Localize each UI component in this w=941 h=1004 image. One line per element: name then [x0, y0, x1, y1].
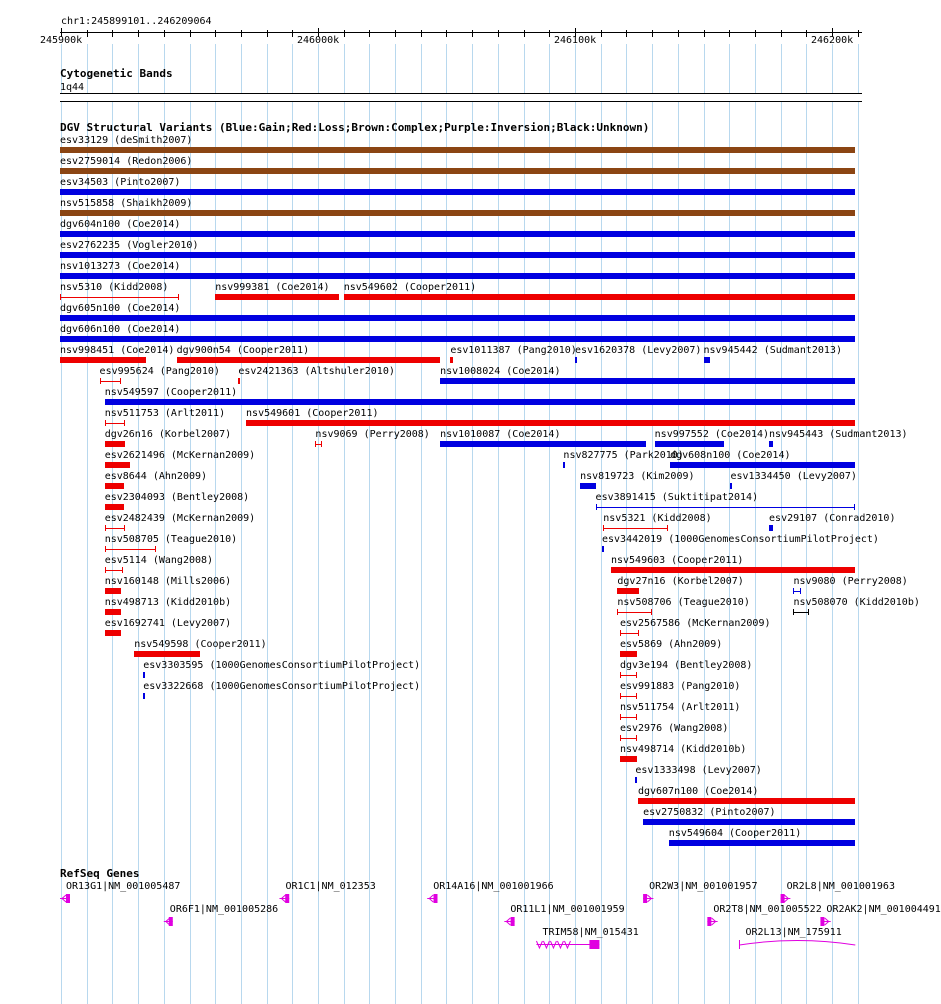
variant-label[interactable]: nsv515858 (Shaikh2009): [60, 198, 193, 209]
variant-range-end: [120, 378, 121, 384]
variant-label[interactable]: esv1620378 (Levy2007): [575, 345, 702, 356]
gene-model[interactable]: [0, 915, 890, 927]
variant-label[interactable]: esv2750832 (Pinto2007): [643, 807, 776, 818]
variant-label[interactable]: nsv5310 (Kidd2008): [60, 282, 169, 293]
variant-bar[interactable]: [105, 609, 122, 615]
variant-label[interactable]: esv8644 (Ahn2009): [104, 471, 208, 482]
variant-range-end: [651, 609, 652, 615]
variant-label[interactable]: nsv819723 (Kim2009): [580, 471, 695, 482]
variant-label[interactable]: esv2976 (Wang2008): [619, 723, 729, 734]
variant-label[interactable]: esv1333498 (Levy2007): [635, 765, 762, 776]
variant-bar[interactable]: [450, 357, 453, 363]
variant-range-end: [60, 294, 61, 300]
variant-range-end: [105, 567, 106, 573]
variant-label[interactable]: dgv3e194 (Bentley2008): [619, 660, 753, 671]
variant-bar[interactable]: [60, 168, 855, 174]
variant-bar[interactable]: [611, 567, 855, 573]
variant-label[interactable]: nsv160148 (Mills2006): [104, 576, 232, 587]
variant-bar[interactable]: [620, 756, 637, 762]
variant-label[interactable]: esv5869 (Ahn2009): [619, 639, 723, 650]
variant-label[interactable]: nsv498714 (Kidd2010b): [619, 744, 747, 755]
variant-range-end: [636, 672, 637, 678]
variant-label[interactable]: esv29107 (Conrad2010): [769, 513, 896, 524]
gene-label[interactable]: OR14A16|NM_001001966: [433, 881, 554, 892]
variant-label[interactable]: esv2421363 (Altshuler2010): [238, 366, 395, 377]
variant-range-end: [617, 609, 618, 615]
variant-range-end: [638, 630, 639, 636]
variant-bar[interactable]: [635, 777, 637, 783]
variant-range[interactable]: [793, 612, 808, 613]
variant-range-end: [122, 567, 123, 573]
variant-bar[interactable]: [580, 483, 595, 489]
variant-label[interactable]: nsv1008024 (Coe2014): [440, 366, 561, 377]
variant-label[interactable]: nsv997552 (Coe2014): [654, 429, 770, 440]
variant-label[interactable]: dgv604n100 (Coe2014): [60, 219, 181, 230]
dgv-track-title[interactable]: DGV Structural Variants (Blue:Gain;Red:Loss;Brown:Complex;Purple:Inversion;Black:Unknown): [60, 121, 650, 134]
variant-range[interactable]: [620, 633, 639, 634]
variant-label[interactable]: nsv827775 (Park2010): [563, 450, 684, 461]
variant-range-end: [800, 588, 801, 594]
variant-range[interactable]: [620, 738, 637, 739]
variant-range-end: [620, 735, 621, 741]
variant-range[interactable]: [603, 528, 667, 529]
variant-range-end: [808, 609, 809, 615]
variant-label[interactable]: esv3322668 (1000GenomesConsortiumPilotProject): [143, 681, 421, 692]
variant-label[interactable]: esv2759014 (Redon2006): [60, 156, 193, 167]
gene-model[interactable]: [0, 892, 890, 904]
variant-label[interactable]: esv1334450 (Levy2007): [730, 471, 857, 482]
variant-range-end: [124, 420, 125, 426]
variant-label[interactable]: nsv549601 (Cooper2011): [246, 408, 379, 419]
variant-bar[interactable]: [440, 441, 646, 447]
variant-bar[interactable]: [670, 462, 855, 468]
variant-range-end: [178, 294, 179, 300]
cytoband-track[interactable]: [60, 93, 862, 102]
cytoband-label: 1q44: [60, 82, 85, 93]
variant-bar[interactable]: [60, 273, 855, 279]
variant-range-end: [793, 588, 794, 594]
gene-label[interactable]: OR1C1|NM_012353: [285, 881, 376, 892]
variant-label[interactable]: nsv9080 (Perry2008): [793, 576, 908, 587]
variant-bar[interactable]: [143, 693, 145, 699]
variant-range-end: [620, 693, 621, 699]
variant-label[interactable]: dgv607n100 (Coe2014): [637, 786, 759, 797]
variant-label[interactable]: nsv508705 (Teague2010): [104, 534, 238, 545]
variant-label[interactable]: esv2304093 (Bentley2008): [104, 492, 250, 503]
variant-bar[interactable]: [238, 378, 240, 384]
variant-range-end: [105, 420, 106, 426]
variant-label[interactable]: nsv549602 (Cooper2011): [343, 282, 477, 293]
variant-bar[interactable]: [177, 357, 440, 363]
variant-bar[interactable]: [134, 651, 200, 657]
ruler-tick-label: 246000k: [297, 35, 340, 46]
variant-label[interactable]: esv1692741 (Levy2007): [104, 618, 232, 629]
variant-range-end: [100, 378, 101, 384]
variant-label[interactable]: nsv549604 (Cooper2011): [668, 828, 802, 839]
variant-range-end: [321, 441, 322, 447]
gene-label[interactable]: OR2W3|NM_001001957: [649, 881, 758, 892]
variant-range-end: [603, 525, 604, 531]
variant-range[interactable]: [60, 297, 179, 298]
variant-label[interactable]: dgv606n100 (Coe2014): [60, 324, 181, 335]
variant-range-end: [105, 546, 106, 552]
variant-label[interactable]: esv3891415 (Suktitipat2014): [595, 492, 759, 503]
exon-block: [820, 917, 824, 926]
variant-label[interactable]: esv33129 (deSmith2007): [60, 135, 193, 146]
gene-label[interactable]: OR2L13|NM_175911: [745, 927, 842, 938]
variant-bar[interactable]: [246, 420, 855, 426]
variant-range[interactable]: [105, 423, 126, 424]
variant-bar[interactable]: [60, 147, 855, 153]
variant-range-end: [155, 546, 156, 552]
variant-range[interactable]: [620, 717, 637, 718]
variant-bar[interactable]: [143, 672, 145, 678]
gene-intron-arc: [739, 941, 855, 946]
variant-label[interactable]: nsv9069 (Perry2008): [315, 429, 430, 440]
variant-range[interactable]: [617, 612, 652, 613]
variant-range-end: [793, 609, 794, 615]
variant-range-end: [596, 504, 597, 510]
variant-bar[interactable]: [105, 399, 856, 405]
variant-range-end: [620, 714, 621, 720]
variant-label[interactable]: nsv508706 (Teague2010): [617, 597, 750, 608]
variant-label[interactable]: esv3303595 (1000GenomesConsortiumPilotProject): [143, 660, 421, 671]
variant-range-end: [315, 441, 316, 447]
variant-range-end: [620, 672, 621, 678]
variant-bar[interactable]: [105, 630, 122, 636]
variant-label[interactable]: dgv608n100 (Coe2014): [670, 450, 791, 461]
variant-label[interactable]: nsv498713 (Kidd2010b): [104, 597, 232, 608]
variant-label[interactable]: dgv605n100 (Coe2014): [60, 303, 181, 314]
variant-label[interactable]: esv2762235 (Vogler2010): [60, 240, 199, 251]
cytogenetic-bands-title[interactable]: Cytogenetic Bands: [60, 67, 173, 80]
variant-bar[interactable]: [704, 357, 710, 363]
variant-range-end: [636, 735, 637, 741]
variant-label[interactable]: nsv1013273 (Coe2014): [60, 261, 181, 272]
variant-bar[interactable]: [105, 504, 124, 510]
variant-label[interactable]: nsv999381 (Coe2014): [215, 282, 330, 293]
gene-label[interactable]: OR2L8|NM_001001963: [786, 881, 895, 892]
variant-range-end: [124, 525, 125, 531]
ruler-tick-label: 246100k: [554, 35, 597, 46]
variant-label[interactable]: esv2567586 (McKernan2009): [619, 618, 771, 629]
exon-block: [781, 894, 785, 903]
variant-label[interactable]: nsv1010087 (Coe2014): [440, 429, 561, 440]
variant-label[interactable]: esv995624 (Pang2010): [99, 366, 220, 377]
variant-label[interactable]: nsv945442 (Sudmant2013): [703, 345, 842, 356]
variant-bar[interactable]: [344, 294, 856, 300]
variant-bar[interactable]: [602, 546, 604, 552]
variant-bar[interactable]: [215, 294, 338, 300]
variant-label[interactable]: nsv549603 (Cooper2011): [610, 555, 744, 566]
variant-bar[interactable]: [620, 651, 637, 657]
variant-bar[interactable]: [60, 357, 146, 363]
variant-range[interactable]: [100, 381, 122, 382]
variant-bar[interactable]: [575, 357, 577, 363]
gene-model[interactable]: [0, 938, 890, 950]
variant-bar[interactable]: [60, 315, 855, 321]
variant-label[interactable]: esv34503 (Pinto2007): [60, 177, 181, 188]
variant-range-end: [854, 504, 855, 510]
variant-bar[interactable]: [563, 462, 565, 468]
variant-bar[interactable]: [769, 441, 773, 447]
gene-label[interactable]: OR13G1|NM_001005487: [66, 881, 181, 892]
variant-bar[interactable]: [60, 252, 855, 258]
variant-label[interactable]: nsv549597 (Cooper2011): [104, 387, 238, 398]
gene-label[interactable]: OR6F1|NM_001005286: [169, 904, 279, 915]
variant-bar[interactable]: [60, 210, 855, 216]
variant-bar[interactable]: [60, 336, 855, 342]
variant-range-end: [636, 693, 637, 699]
variant-bar[interactable]: [60, 231, 855, 237]
variant-label[interactable]: esv2621496 (McKernan2009): [104, 450, 256, 461]
variant-range[interactable]: [105, 549, 156, 550]
variant-range-end: [620, 630, 621, 636]
variant-range-end: [667, 525, 668, 531]
variant-bar[interactable]: [730, 483, 732, 489]
variant-label[interactable]: esv5114 (Wang2008): [104, 555, 214, 566]
variant-bar[interactable]: [669, 840, 855, 846]
variant-label[interactable]: esv2482439 (McKernan2009): [104, 513, 256, 524]
variant-label[interactable]: nsv549598 (Cooper2011): [134, 639, 267, 650]
variant-label[interactable]: nsv945443 (Sudmant2013): [769, 429, 908, 440]
variant-bar[interactable]: [105, 441, 126, 447]
variant-label[interactable]: esv1011387 (Pang2010): [450, 345, 577, 356]
variant-label[interactable]: nsv508070 (Kidd2010b): [793, 597, 920, 608]
variant-label[interactable]: dgv27n16 (Korbel2007): [617, 576, 744, 587]
variant-range[interactable]: [620, 696, 637, 697]
variant-label[interactable]: nsv511754 (Arlt2011): [619, 702, 741, 713]
variant-label[interactable]: esv3442019 (1000GenomesConsortiumPilotProject): [601, 534, 879, 545]
variant-bar[interactable]: [440, 378, 855, 384]
variant-label[interactable]: dgv26n16 (Korbel2007): [104, 429, 232, 440]
ruler-tick-label: 245900k: [40, 35, 83, 46]
ruler-tick-label: 246200k: [811, 35, 854, 46]
variant-bar[interactable]: [643, 819, 855, 825]
variant-bar[interactable]: [617, 588, 639, 594]
variant-range-end: [636, 714, 637, 720]
variant-label[interactable]: nsv511753 (Arlt2011): [104, 408, 226, 419]
variant-bar[interactable]: [769, 525, 773, 531]
variant-bar[interactable]: [638, 798, 855, 804]
variant-label[interactable]: esv991883 (Pang2010): [619, 681, 741, 692]
variant-label[interactable]: nsv5321 (Kidd2008): [603, 513, 712, 524]
variant-label[interactable]: nsv998451 (Coe2014): [60, 345, 175, 356]
variant-range[interactable]: [596, 507, 856, 508]
variant-range[interactable]: [620, 675, 637, 676]
variant-bar[interactable]: [105, 483, 124, 489]
variant-label[interactable]: dgv900n54 (Cooper2011): [176, 345, 310, 356]
gene-label[interactable]: OR11L1|NM_001001959: [510, 904, 625, 915]
gene-label[interactable]: OR2AK2|NM_001004491: [826, 904, 941, 915]
variant-range[interactable]: [105, 528, 126, 529]
variant-range-end: [105, 525, 106, 531]
variant-bar[interactable]: [60, 189, 855, 195]
variant-bar[interactable]: [105, 462, 131, 468]
region-label: chr1:245899101..246209064: [61, 16, 212, 27]
variant-bar[interactable]: [655, 441, 724, 447]
refseq-track-title[interactable]: RefSeq Genes: [60, 867, 140, 880]
variant-bar[interactable]: [105, 588, 122, 594]
variant-range[interactable]: [105, 570, 123, 571]
gene-label[interactable]: OR2T8|NM_001005522: [713, 904, 822, 915]
gene-label[interactable]: TRIM58|NM_015431: [542, 927, 639, 938]
